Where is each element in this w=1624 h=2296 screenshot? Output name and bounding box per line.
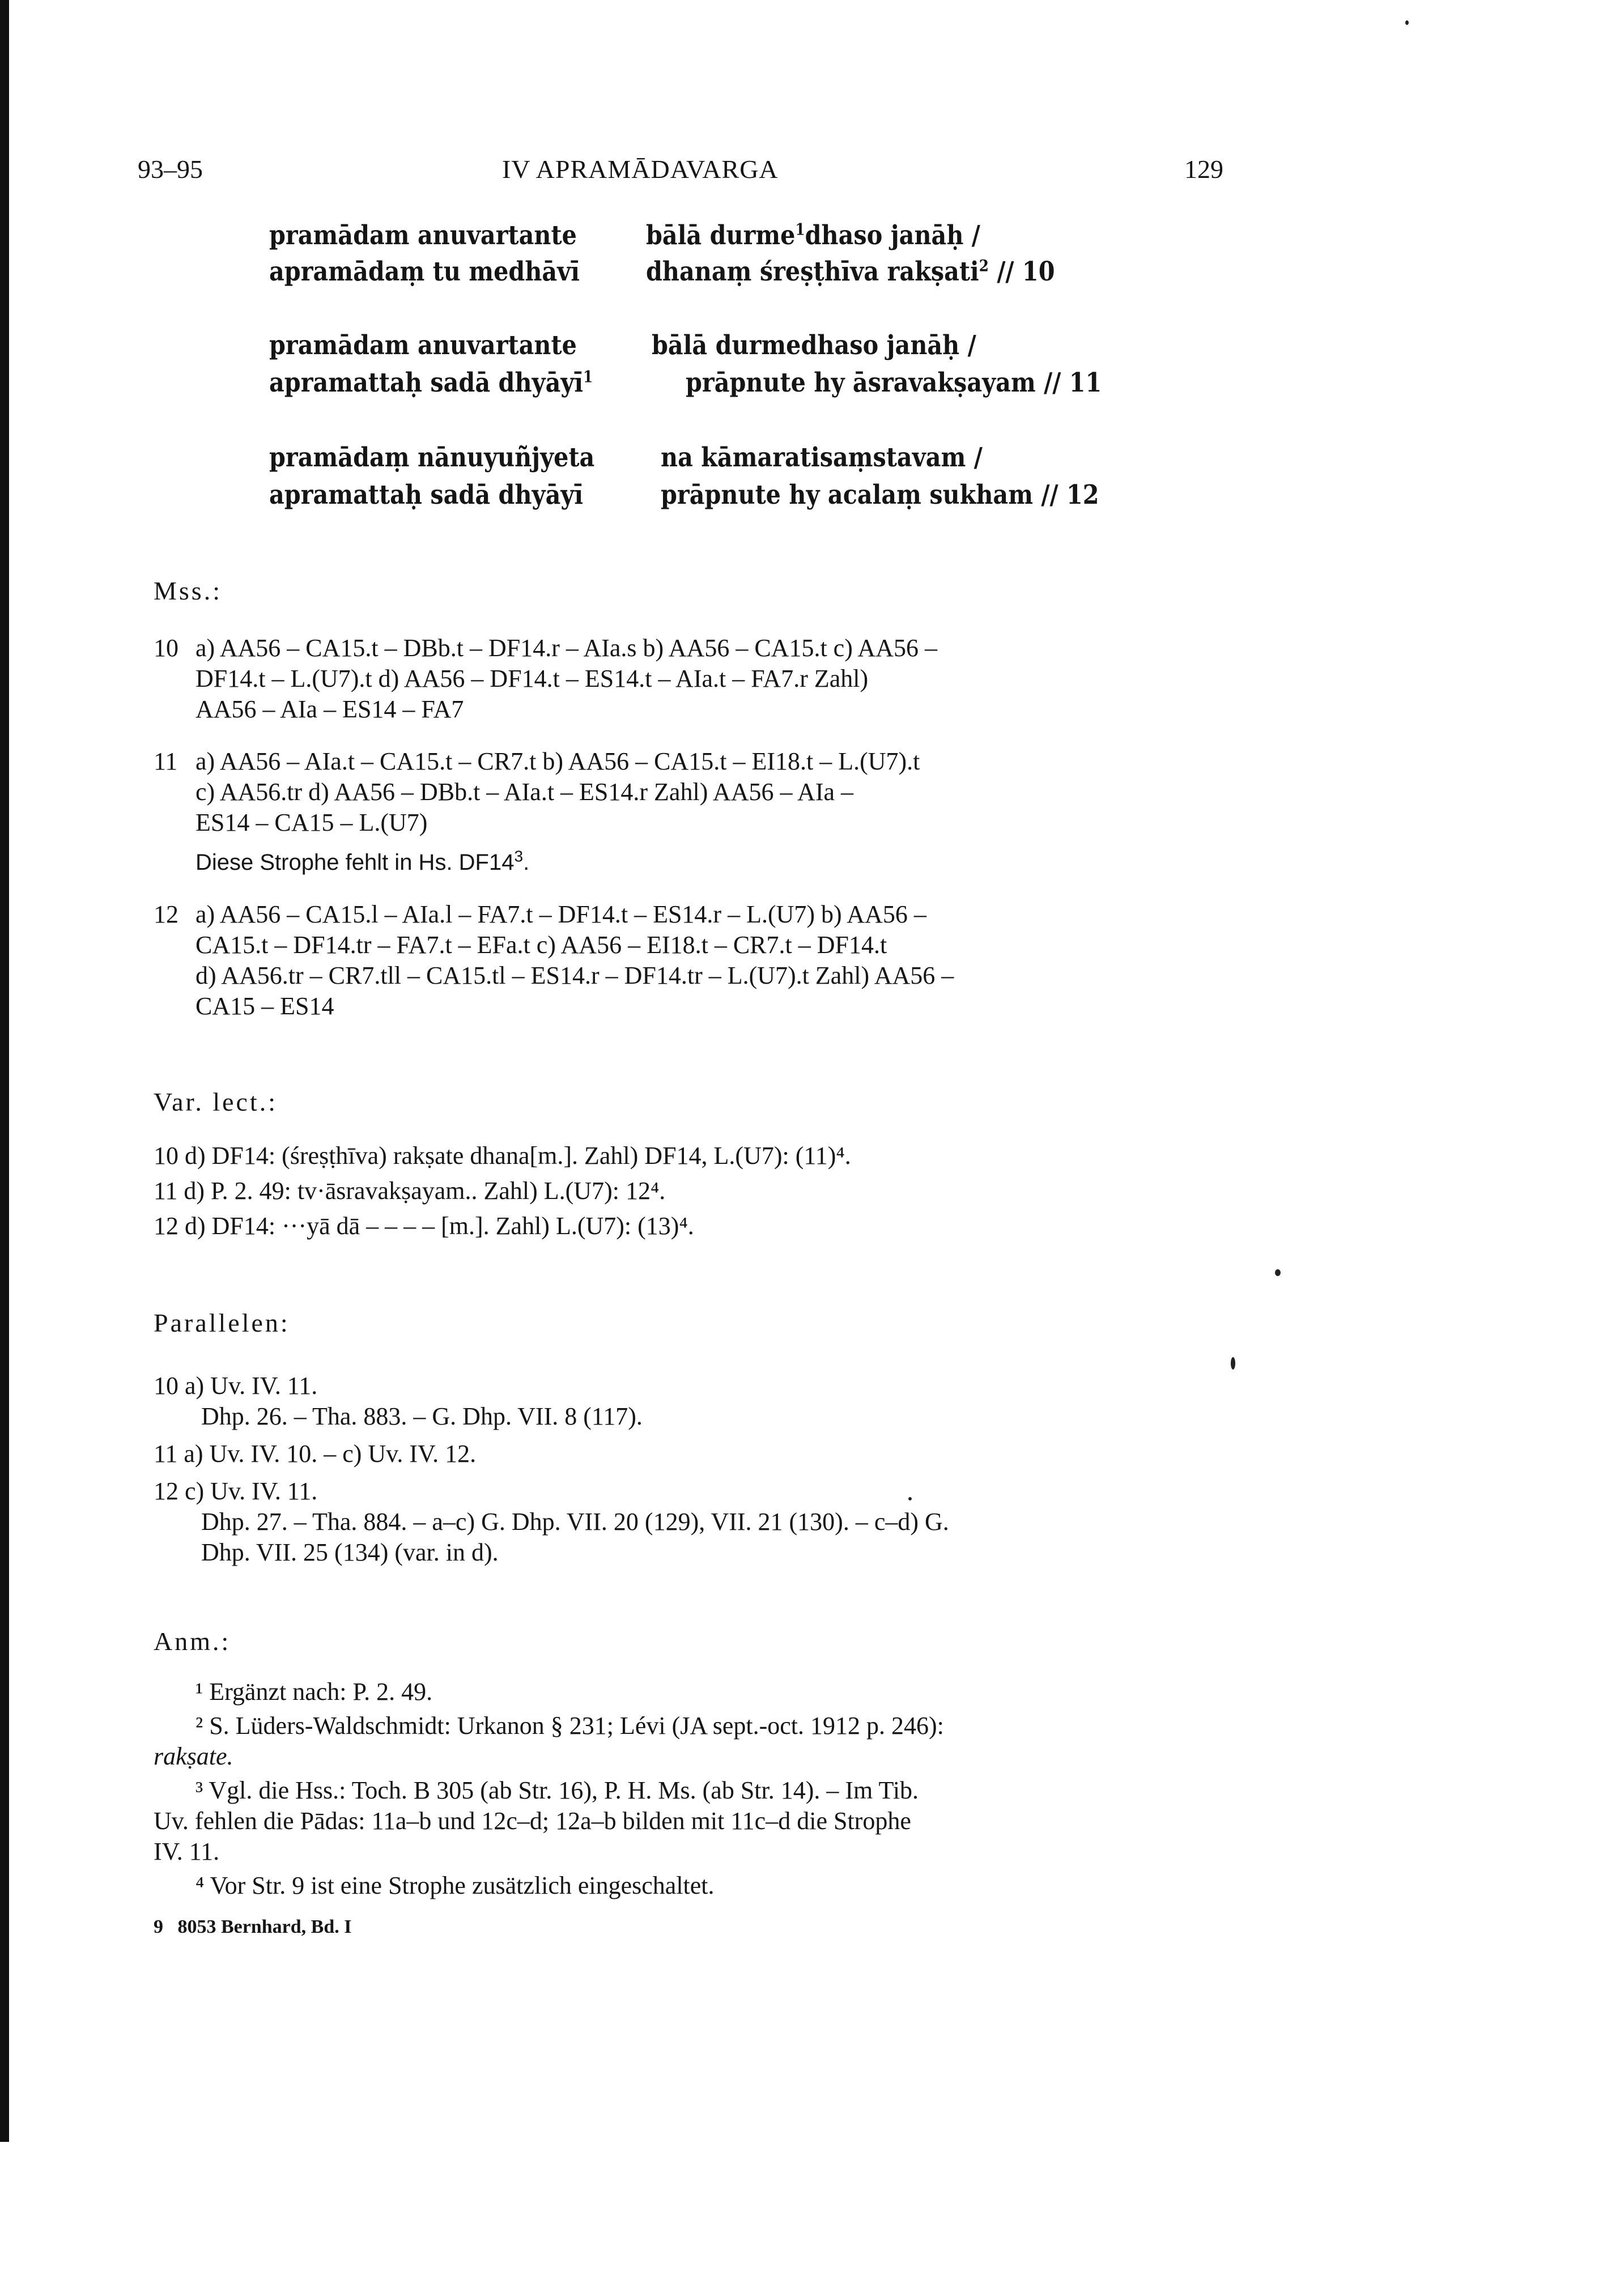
parallelen-line-1: 10 a) Uv. IV. 11. [154,1372,318,1400]
mss-11-line-3: ES14 – CA15 – L.(U7) [195,809,428,836]
scan-speck [1405,20,1409,25]
parallelen-line-5: Dhp. 27. – Tha. 884. – a–c) G. Dhp. VII. 20 (129), VII. 21 (130). – c–d) G. [201,1508,949,1536]
verse-12-pada-c: apramattaḥ sadā dhyāyī [269,479,584,511]
verse-11-pada-a: pramādam anuvartante [269,330,577,361]
printer-signature: 9 8053 Bernhard, Bd. I [154,1916,352,1937]
header-left: 93–95 [138,155,203,184]
mss-heading: Mss.: [154,576,222,605]
anm-heading: Anm.: [154,1627,231,1656]
verse-11-pada-d: prāpnute hy āsravakṣayam // 11 [686,367,1102,398]
verse-12-pada-a: pramādaṃ nānuyuñjyeta [269,442,595,473]
mss-11-note: Diese Strophe fehlt in Hs. $DF14^3$. [195,847,530,875]
varlect-line-3: 12 d) DF14: ···yā dā – – – – [m.]. Zahl) L.(U7): (13)⁴. [154,1212,694,1240]
parallelen-line-6: Dhp. VII. 25 (134) (var. in d). [201,1538,499,1566]
footnote-3-line-2: Uv. fehlen die Pādas: 11a–b und 12c–d; 12a–b bilden mit 11c–d die Strophe [154,1807,911,1835]
verse-10-pada-d: dhanaṃ śreṣṭhīva rakṣati$^2$ // 10 [646,256,1055,287]
parallelen-heading: Parallelen: [154,1308,290,1337]
mss-12-number: 12 [154,900,178,928]
verse-10-pada-a: pramādam anuvartante [269,220,577,251]
mss-11-line-2: c) AA56.tr d) AA56 – DBb.t – AIa.t – ES14.r Zahl) AA56 – AIa – [195,778,853,806]
verse-10-pada-c: apramādaṃ tu medhāvī [269,256,580,287]
footnote-3-line-1: ³ Vgl. die Hss.: Toch. B 305 (ab Str. 16), P. H. Ms. (ab Str. 14). – Im Tib. [195,1776,919,1804]
footnote-1: ¹ Ergänzt nach: P. 2. 49. [195,1678,433,1706]
varlect-line-2: 11 d) P. 2. 49: tv·āsravakṣayam.. Zahl) L.(U7): 12⁴. [154,1177,666,1205]
mss-11-line-1: a) AA56 – AIa.t – CA15.t – CR7.t b) AA56 – CA15.t – EI18.t – L.(U7).t [195,747,920,775]
parallelen-line-4: 12 c) Uv. IV. 11. [154,1477,318,1505]
varlect-line-1: 10 d) DF14: (śreṣṭhīva) rakṣate dhana[m.]. Zahl) DF14, L.(U7): (11)⁴. [154,1142,851,1170]
mss-11-number: 11 [154,747,178,775]
mss-12-line-3: d) AA56.tr – CR7.tll – CA15.tl – ES14.r – DF14.tr – L.(U7).t Zahl) AA56 – [195,962,954,989]
varlect-heading: Var. lect.: [154,1087,278,1116]
parallelen-line-3: 11 a) Uv. IV. 10. – c) Uv. IV. 12. [154,1440,477,1468]
verse-12-pada-d: prāpnute hy acalaṃ sukham // 12 [661,479,1099,511]
mss-10-line-1: a) AA56 – CA15.t – DBb.t – DF14.r – AIa.s b) AA56 – CA15.t c) AA56 – [195,634,937,662]
verse-10-pada-b: bālā durme$^1$dhaso janāḥ / [646,220,980,251]
parallelen-line-2: Dhp. 26. – Tha. 883. – G. Dhp. VII. 8 (117). [201,1402,643,1430]
mss-12-line-1: a) AA56 – CA15.l – AIa.l – FA7.t – DF14.t – ES14.r – L.(U7) b) AA56 – [195,900,926,928]
mss-12-line-4: CA15 – ES14 [195,992,334,1020]
mss-12-line-2: CA15.t – DF14.tr – FA7.t – EFa.t c) AA56 – EI18.t – CR7.t – DF14.t [195,931,887,959]
scan-speck [1231,1357,1235,1370]
footnote-3-line-3: IV. 11. [154,1838,220,1865]
verse-12-pada-b: na kāmaratisaṃstavam / [661,442,983,473]
verse-11-pada-b: bālā durmedhaso janāḥ / [652,330,976,361]
mss-10-number: 10 [154,634,178,662]
mss-10-line-2: DF14.t – L.(U7).t d) AA56 – DF14.t – ES14.t – AIa.t – FA7.r Zahl) [195,665,869,692]
footnote-2-line-2: rakṣate. [154,1742,233,1770]
scan-speck [1275,1269,1281,1276]
footnote-4: ⁴ Vor Str. 9 ist eine Strophe zusätzlich eingeschaltet. [195,1872,715,1899]
verse-11-pada-c: apramattaḥ sadā dhyāyī$^1$ [269,367,593,398]
header-title: IV APRAMĀDAVARGA [502,155,779,184]
scan-speck [908,1497,912,1500]
scan-edge [0,0,9,2142]
header-page-number: 129 [1184,155,1223,184]
mss-10-line-3: AA56 – AIa – ES14 – FA7 [195,695,464,723]
footnote-2-line-1: ² S. Lüders-Waldschmidt: Urkanon § 231; Lévi (JA sept.-oct. 1912 p. 246): [195,1712,944,1740]
